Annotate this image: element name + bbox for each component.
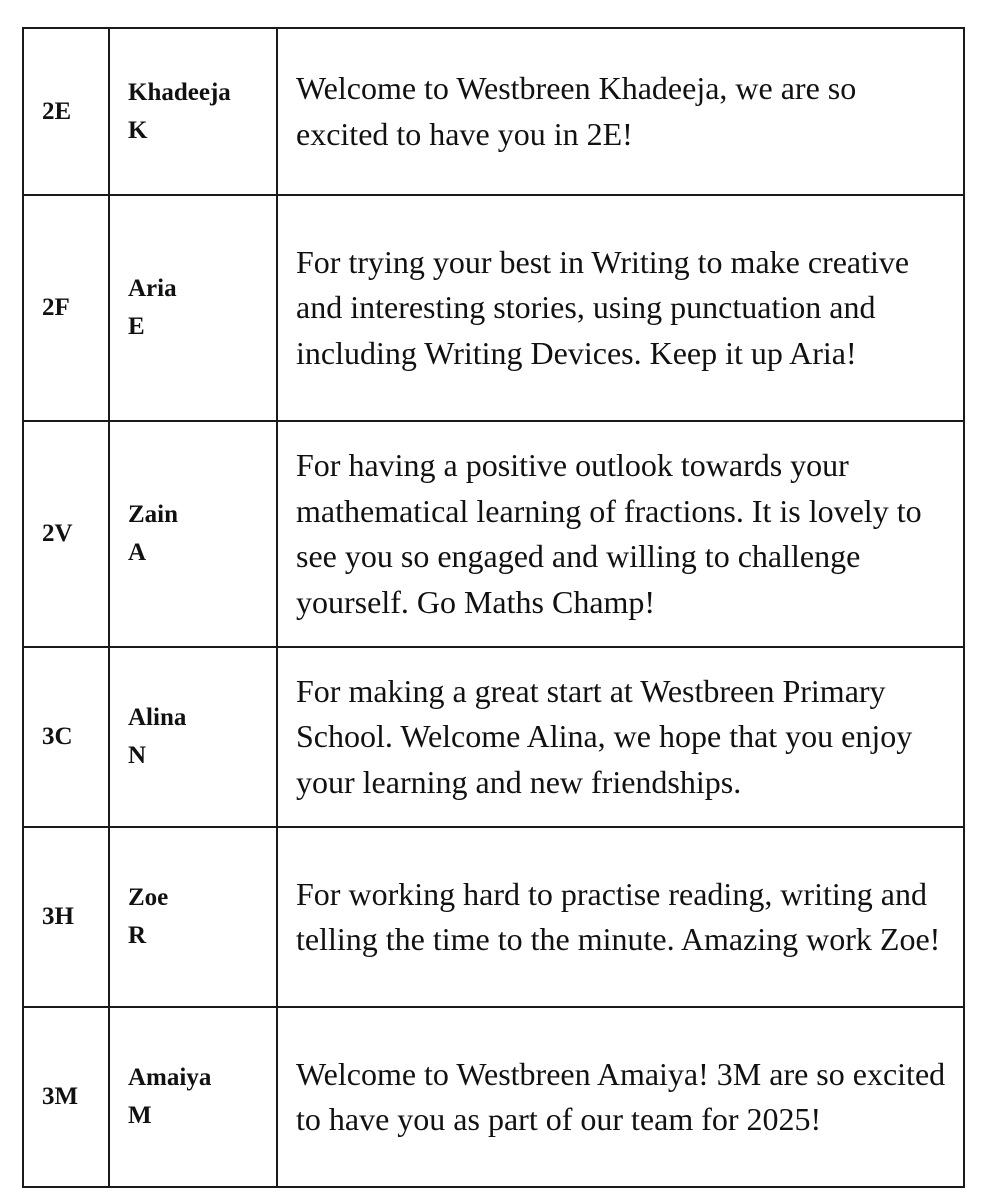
student-name-cell [109, 827, 277, 1007]
class-cell: 2V [23, 421, 109, 647]
table-row [23, 647, 964, 827]
student-first-name: Amaiya [128, 1064, 212, 1091]
student-first-name: Khadeeja [128, 78, 231, 106]
awards-table [22, 27, 965, 1188]
student-first-name: Zain [128, 501, 179, 528]
table-row [23, 1007, 964, 1187]
student-initial: K [128, 116, 148, 144]
table-row [23, 827, 964, 1007]
award-message-cell: Welcome to Westbreen Amaiya! 3M are so excited to have you as part of our team for 2025! [277, 1007, 964, 1187]
award-message-cell: For making a great start at Westbreen Primary School. Welcome Alina, we hope that you enjoy your learning and new friendships. [277, 647, 964, 827]
class-cell: 3M [23, 1007, 109, 1187]
student-name-cell [109, 421, 277, 647]
award-message-cell: For having a positive outlook towards your mathematical learning of fractions. It is lovely to see you so engaged and willing to challenge yourself. Go Maths Champ! [277, 421, 964, 647]
student-first-name: Zoe [128, 884, 169, 911]
student-first-name: Aria [128, 275, 177, 302]
student-name-cell [109, 28, 277, 195]
table-row [23, 421, 964, 647]
class-cell: 2E [23, 28, 109, 195]
student-initial: N [128, 742, 147, 769]
table-row [23, 195, 964, 421]
class-cell: 2F [23, 195, 109, 421]
student-initial: E [128, 313, 145, 340]
award-message-cell: For trying your best in Writing to make creative and interesting stories, using punctuation and including Writing Devices. Keep it up Aria! [277, 195, 964, 421]
student-initial: R [128, 922, 147, 949]
student-name-cell [109, 1007, 277, 1187]
student-first-name: Alina [128, 704, 187, 731]
student-name-cell [109, 647, 277, 827]
table-row [23, 28, 964, 195]
student-initial: A [128, 539, 147, 566]
student-name-cell [109, 195, 277, 421]
student-initial: M [128, 1102, 152, 1129]
award-message-cell: For working hard to practise reading, writing and telling the time to the minute. Amazing work Zoe! [277, 827, 964, 1007]
award-message-cell: Welcome to Westbreen Khadeeja, we are so excited to have you in 2E! [277, 28, 964, 195]
class-cell: 3H [23, 827, 109, 1007]
class-cell: 3C [23, 647, 109, 827]
